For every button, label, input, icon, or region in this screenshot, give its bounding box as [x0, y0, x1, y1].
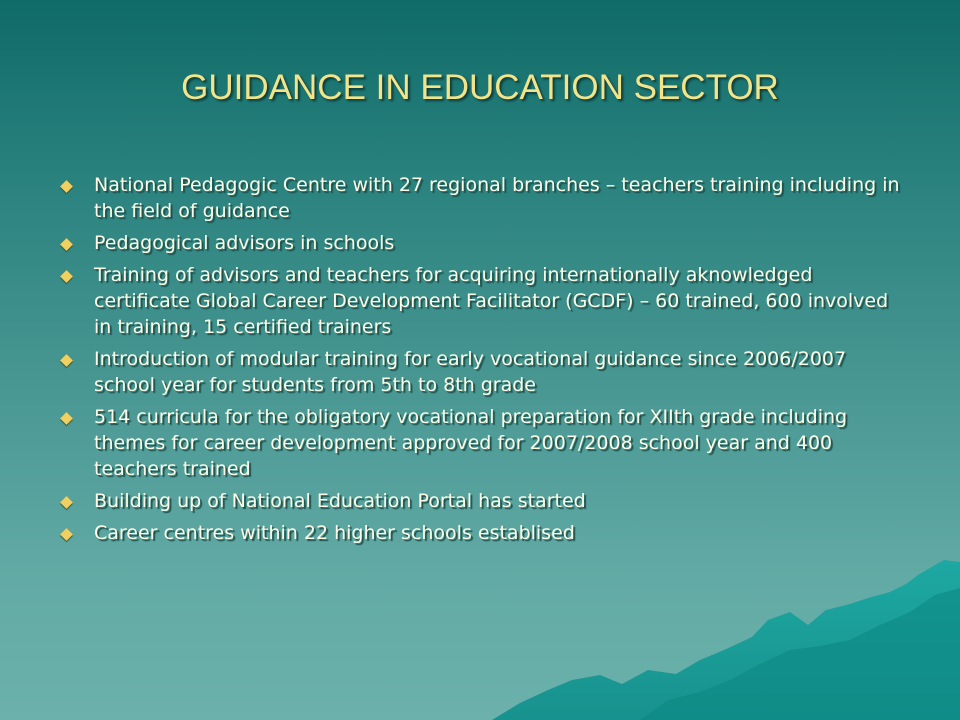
diamond-bullet-icon — [60, 354, 73, 367]
list-item — [60, 404, 900, 482]
bullet-text: Training of advisors and teachers for acquiring internationally aknowledged certificate Global Career Development Facilitator (GCDF) – 60 trained, 600 involved in training, 15 certified trainers — [94, 264, 889, 338]
list-item — [60, 262, 900, 340]
list-item — [60, 172, 900, 224]
slide-title: GUIDANCE IN EDUCATION SECTOR — [181, 68, 779, 107]
bullet-text: Building up of National Education Portal has started — [94, 490, 586, 512]
diamond-bullet-icon — [60, 528, 73, 541]
diamond-bullet-icon — [60, 496, 73, 509]
diamond-bullet-icon — [60, 180, 73, 193]
bullet-text: Introduction of modular training for early vocational guidance since 2006/2007 school year for students from 5th to 8th grade — [94, 348, 847, 396]
bullet-text: National Pedagogic Centre with 27 regional branches – teachers training including in the field of guidance — [94, 174, 900, 222]
bullet-list — [60, 172, 900, 552]
list-item — [60, 346, 900, 398]
diamond-bullet-icon — [60, 412, 73, 425]
list-item — [60, 520, 900, 546]
bullet-text: Pedagogical advisors in schools — [94, 232, 395, 254]
diamond-bullet-icon — [60, 270, 73, 283]
bullet-text: Career centres within 22 higher schools establised — [94, 522, 575, 544]
diamond-bullet-icon — [60, 238, 73, 251]
list-item — [60, 488, 900, 514]
bullet-text: 514 curricula for the obligatory vocational preparation for XIIth grade including themes for career development approved for 2007/2008 school year and 400 teachers trained — [94, 406, 848, 480]
list-item — [60, 230, 900, 256]
